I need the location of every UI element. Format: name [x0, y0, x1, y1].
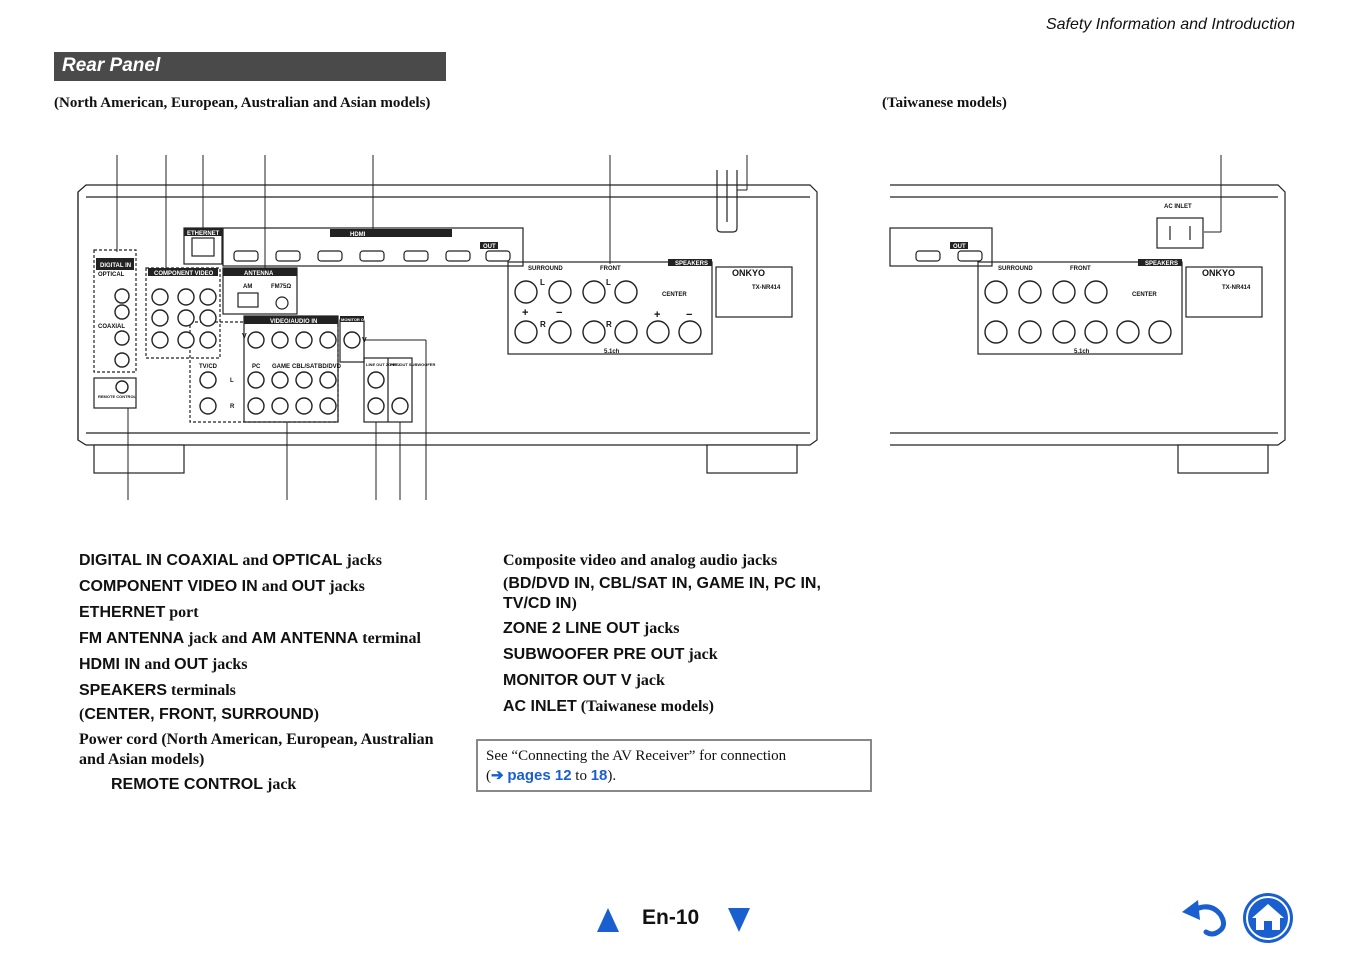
- label-surround-r: R: [540, 320, 546, 329]
- label-monitor-v: V: [362, 337, 367, 344]
- label-surround-minus: −: [556, 307, 563, 319]
- subhead-north-american-models: (North American, European, Australian and Asian models): [54, 95, 431, 111]
- list-item: COMPONENT VIDEO IN and OUT jacks: [79, 578, 365, 595]
- label-component-video: COMPONENT VIDEO: [154, 271, 214, 277]
- label-pc: PC: [252, 364, 261, 370]
- label-center-tw: CENTER: [1132, 292, 1157, 298]
- label-channel: 5.1ch: [604, 349, 620, 355]
- home-icon[interactable]: [1242, 892, 1294, 944]
- list-item: SPEAKERS terminals: [79, 682, 236, 699]
- label-front-tw: FRONT: [1070, 266, 1091, 272]
- label-front: FRONT: [600, 266, 621, 272]
- label-ac-inlet: AC INLET: [1164, 204, 1192, 210]
- label-remote-control: REMOTE CONTROL: [98, 394, 136, 399]
- label-bd-dvd: BD/DVD: [318, 364, 342, 370]
- label-monitor-out: MONITOR OUT: [341, 317, 370, 322]
- page-navigation: [592, 900, 762, 940]
- subhead-taiwanese-models: (Taiwanese models): [882, 95, 1007, 111]
- brand-logo-tw: ONKYO: [1202, 268, 1236, 278]
- label-tv-cd: TV/CD: [199, 364, 217, 370]
- note-text: See “Connecting the AV Receiver” for connection: [486, 748, 787, 764]
- label-surround-l: L: [540, 278, 545, 287]
- label-center: CENTER: [662, 292, 687, 298]
- pages-12-link[interactable]: pages 12: [507, 767, 572, 784]
- list-item: SUBWOOFER PRE OUT jack: [503, 646, 718, 663]
- label-video-audio-in: VIDEO/AUDIO IN: [270, 319, 318, 325]
- label-hdmi: HDMI: [350, 232, 366, 238]
- right-description-list: [503, 548, 863, 720]
- label-audio-r: R: [230, 404, 235, 410]
- connection-note-box: [476, 739, 872, 792]
- model-label-tw: TX-NR414: [1222, 285, 1251, 291]
- label-audio-l: L: [230, 378, 234, 384]
- label-game: GAME: [272, 364, 290, 370]
- label-hdmi-out: OUT: [483, 244, 496, 250]
- label-center-minus: −: [686, 309, 693, 321]
- model-label: TX-NR414: [752, 285, 781, 291]
- label-digital-in: DIGITAL IN: [100, 263, 132, 269]
- list-item-composite: Composite video and analog audio jacks: [503, 552, 778, 569]
- list-item: AC INLET (Taiwanese models): [503, 698, 714, 715]
- label-surround: SURROUND: [528, 266, 563, 272]
- page-number: En-10: [642, 906, 700, 929]
- left-description-list: [79, 548, 459, 798]
- list-item: ETHERNET port: [79, 604, 199, 621]
- label-hdmi-out-tw: OUT: [953, 244, 966, 250]
- rear-panel-title: Rear Panel: [54, 52, 446, 81]
- list-item: DIGITAL IN COAXIAL and OPTICAL jacks: [79, 552, 382, 569]
- label-ethernet: ETHERNET: [187, 231, 220, 237]
- label-center-plus: +: [654, 309, 661, 321]
- label-line-out: LINE OUT ZONE 2: [366, 362, 401, 367]
- rear-panel-illustration: [0, 140, 1348, 510]
- page-down-icon[interactable]: [728, 908, 750, 932]
- arrow-icon: ➔: [491, 767, 504, 784]
- page-18-link[interactable]: 18: [590, 767, 608, 784]
- label-channel-tw: 5.1ch: [1074, 349, 1090, 355]
- label-fm: FM75Ω: [271, 284, 292, 290]
- list-item: ZONE 2 LINE OUT jacks: [503, 620, 680, 637]
- list-item-power-cord: Power cord (North American, European, Australian and Asian models): [79, 731, 434, 768]
- label-video-v: V: [242, 333, 247, 340]
- label-optical: OPTICAL: [98, 272, 125, 278]
- label-antenna: ANTENNA: [244, 271, 274, 277]
- list-item-speakers-detail: (CENTER, FRONT, SURROUND): [79, 706, 319, 723]
- label-surround-plus: +: [522, 307, 529, 319]
- label-pre-out: PRE OUT SUBWOOFER: [390, 362, 436, 367]
- label-surround-tw: SURROUND: [998, 266, 1033, 272]
- note-pages-line: (➔ pages 12 to 18).: [486, 767, 617, 784]
- list-item: FM ANTENNA jack and AM ANTENNA terminal: [79, 630, 421, 647]
- header-section-title: Safety Information and Introduction: [1045, 16, 1295, 33]
- page-up-icon[interactable]: [597, 908, 619, 932]
- list-item-remote-control: REMOTE CONTROL jack: [111, 776, 297, 793]
- list-item-composite-inputs: (BD/DVD IN, CBL/SAT IN, GAME IN, PC IN, TV/CD IN): [503, 575, 821, 612]
- label-coaxial: COAXIAL: [98, 324, 125, 330]
- label-speakers: SPEAKERS: [675, 261, 709, 267]
- label-front-l: L: [606, 278, 611, 287]
- label-cbl-sat: CBL/SAT: [292, 364, 318, 370]
- label-front-r: R: [606, 320, 612, 329]
- brand-logo: ONKYO: [732, 268, 766, 278]
- list-item: MONITOR OUT V jack: [503, 672, 665, 689]
- list-item: HDMI IN and OUT jacks: [79, 656, 248, 673]
- label-speakers-tw: SPEAKERS: [1145, 261, 1179, 267]
- label-am: AM: [243, 284, 253, 290]
- back-icon[interactable]: [1180, 898, 1230, 938]
